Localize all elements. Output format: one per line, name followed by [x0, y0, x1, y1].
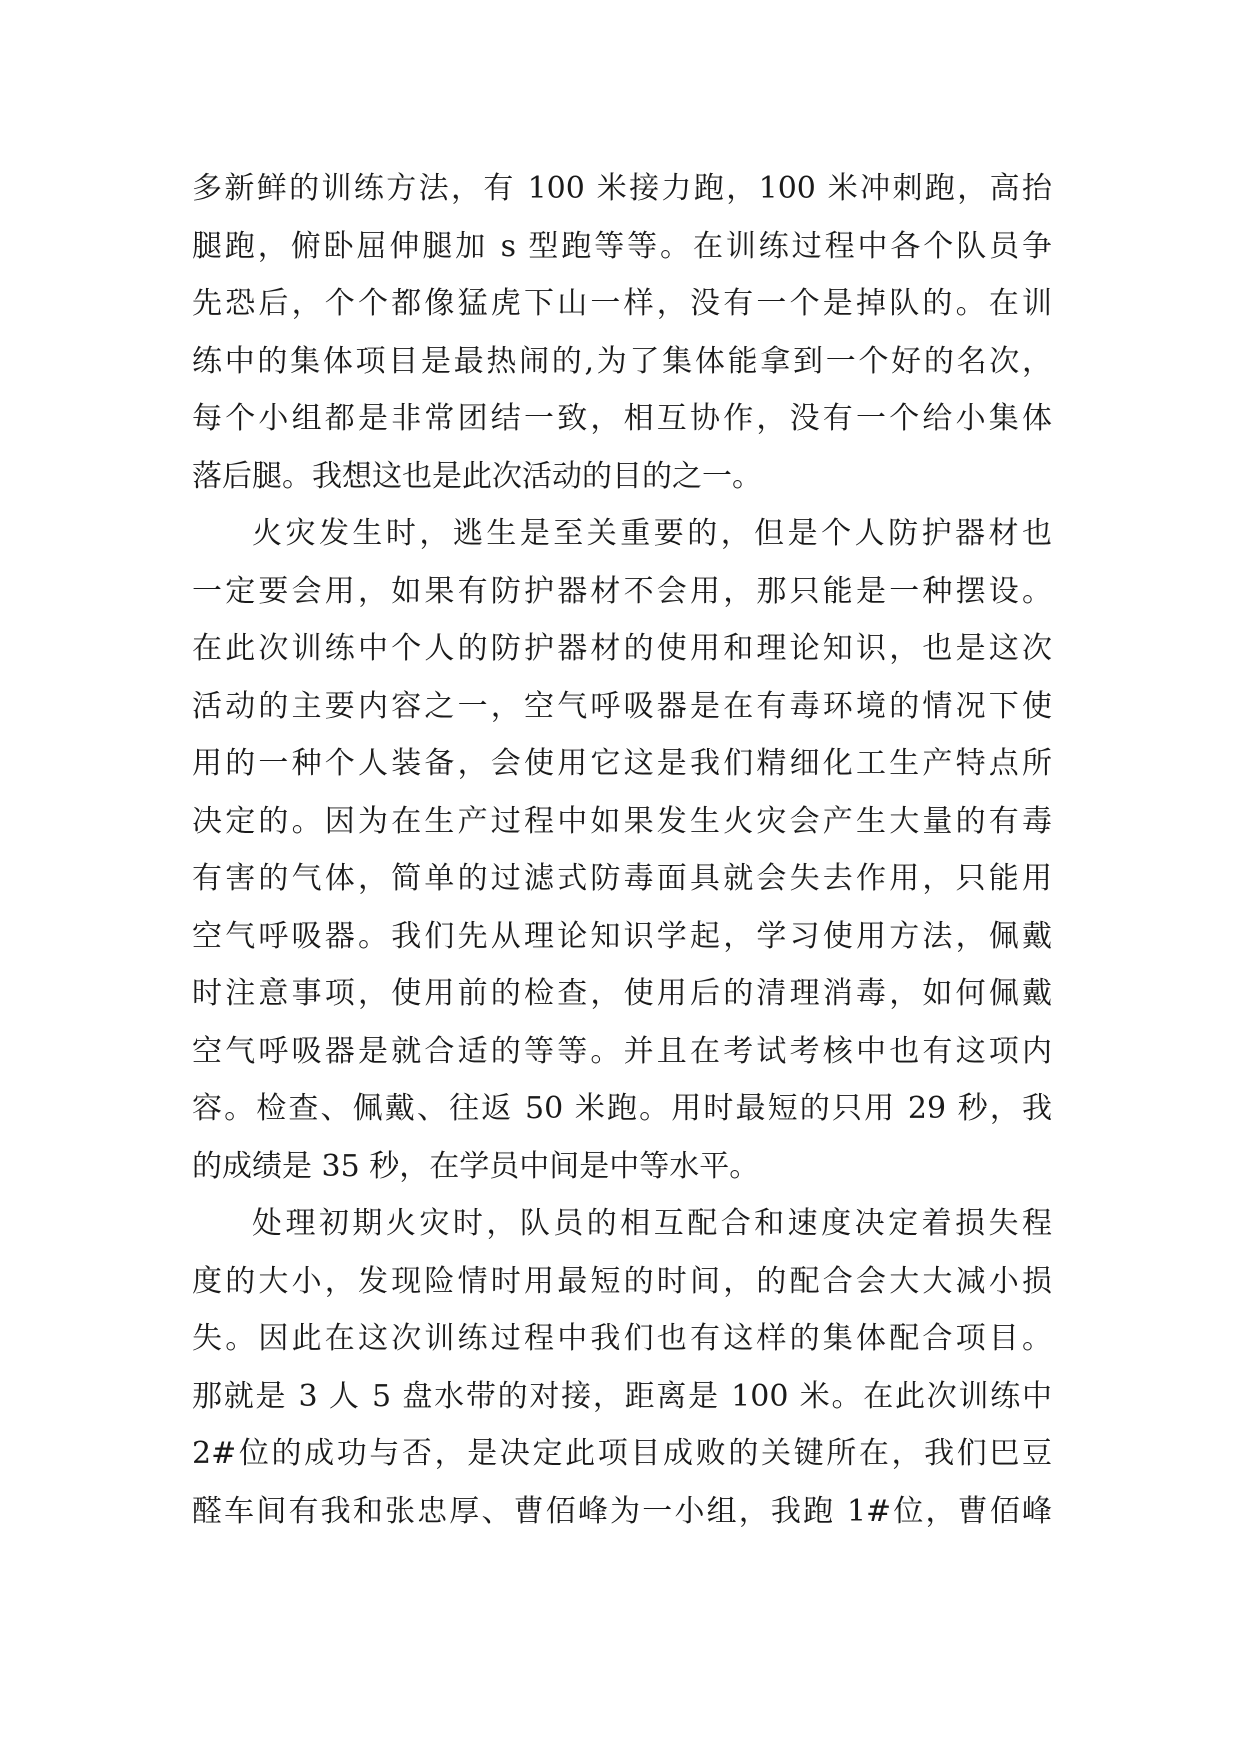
text-line: 腿跑，俯卧屈伸腿加 s 型跑等等。在训练过程中各个队员争 [192, 228, 1052, 264]
text-line: 在此次训练中个人的防护器材的使用和理论知识，也是这次 [192, 631, 1052, 666]
text-line: 2#位的成功与否，是决定此项目成败的关键所在，我们巴豆 [192, 1436, 1052, 1471]
text-line: 时注意事项，使用前的检查，使用后的清理消毒，如何佩戴 [192, 976, 1052, 1011]
text-line: 有害的气体，简单的过滤式防毒面具就会失去作用，只能用 [192, 861, 1052, 896]
text-line: 容。检查、佩戴、往返 50 米跑。用时最短的只用 29 秒，我 [192, 1091, 1052, 1126]
body-text [192, 160, 1052, 1540]
text-line: 醛车间有我和张忠厚、曹佰峰为一小组，我跑 1#位，曹佰峰 [192, 1493, 1052, 1529]
text-line: 失。因此在这次训练过程中我们也有这样的集体配合项目。 [192, 1321, 1052, 1356]
text-line: 先恐后，个个都像猛虎下山一样，没有一个是掉队的。在训 [192, 286, 1052, 321]
text-line: 多新鲜的训练方法，有 100 米接力跑，100 米冲刺跑，高抬 [192, 171, 1052, 206]
text-line: 用的一种个人装备，会使用它这是我们精细化工生产特点所 [192, 746, 1052, 781]
text-line: 一定要会用，如果有防护器材不会用，那只能是一种摆设。 [192, 573, 1052, 609]
text-line: 那就是 3 人 5 盘水带的对接，距离是 100 米。在此次训练中 [192, 1378, 1052, 1414]
text-line: 决定的。因为在生产过程中如果发生火灾会产生大量的有毒 [192, 803, 1052, 839]
text-line: 空气呼吸器。我们先从理论知识学起，学习使用方法，佩戴 [192, 918, 1052, 954]
text-line: 活动的主要内容之一，空气呼吸器是在有毒环境的情况下使 [192, 688, 1052, 724]
text-line: 练中的集体项目是最热闹的,为了集体能拿到一个好的名次， [192, 343, 1052, 379]
text-line: 每个小组都是非常团结一致，相互协作，没有一个给小集体 [192, 401, 1052, 436]
text-line: 落后腿。我想这也是此次活动的目的之一。 [192, 458, 762, 494]
text-line: 处理初期火灾时，队员的相互配合和速度决定着损失程 [252, 1206, 1052, 1241]
text-line: 火灾发生时，逃生是至关重要的，但是个人防护器材也 [252, 516, 1052, 551]
text-line: 度的大小，发现险情时用最短的时间，的配合会大大减小损 [192, 1263, 1052, 1299]
text-line: 空气呼吸器是就合适的等等。并且在考试考核中也有这项内 [192, 1033, 1052, 1069]
text-line: 的成绩是 35 秒，在学员中间是中等水平。 [192, 1148, 760, 1184]
